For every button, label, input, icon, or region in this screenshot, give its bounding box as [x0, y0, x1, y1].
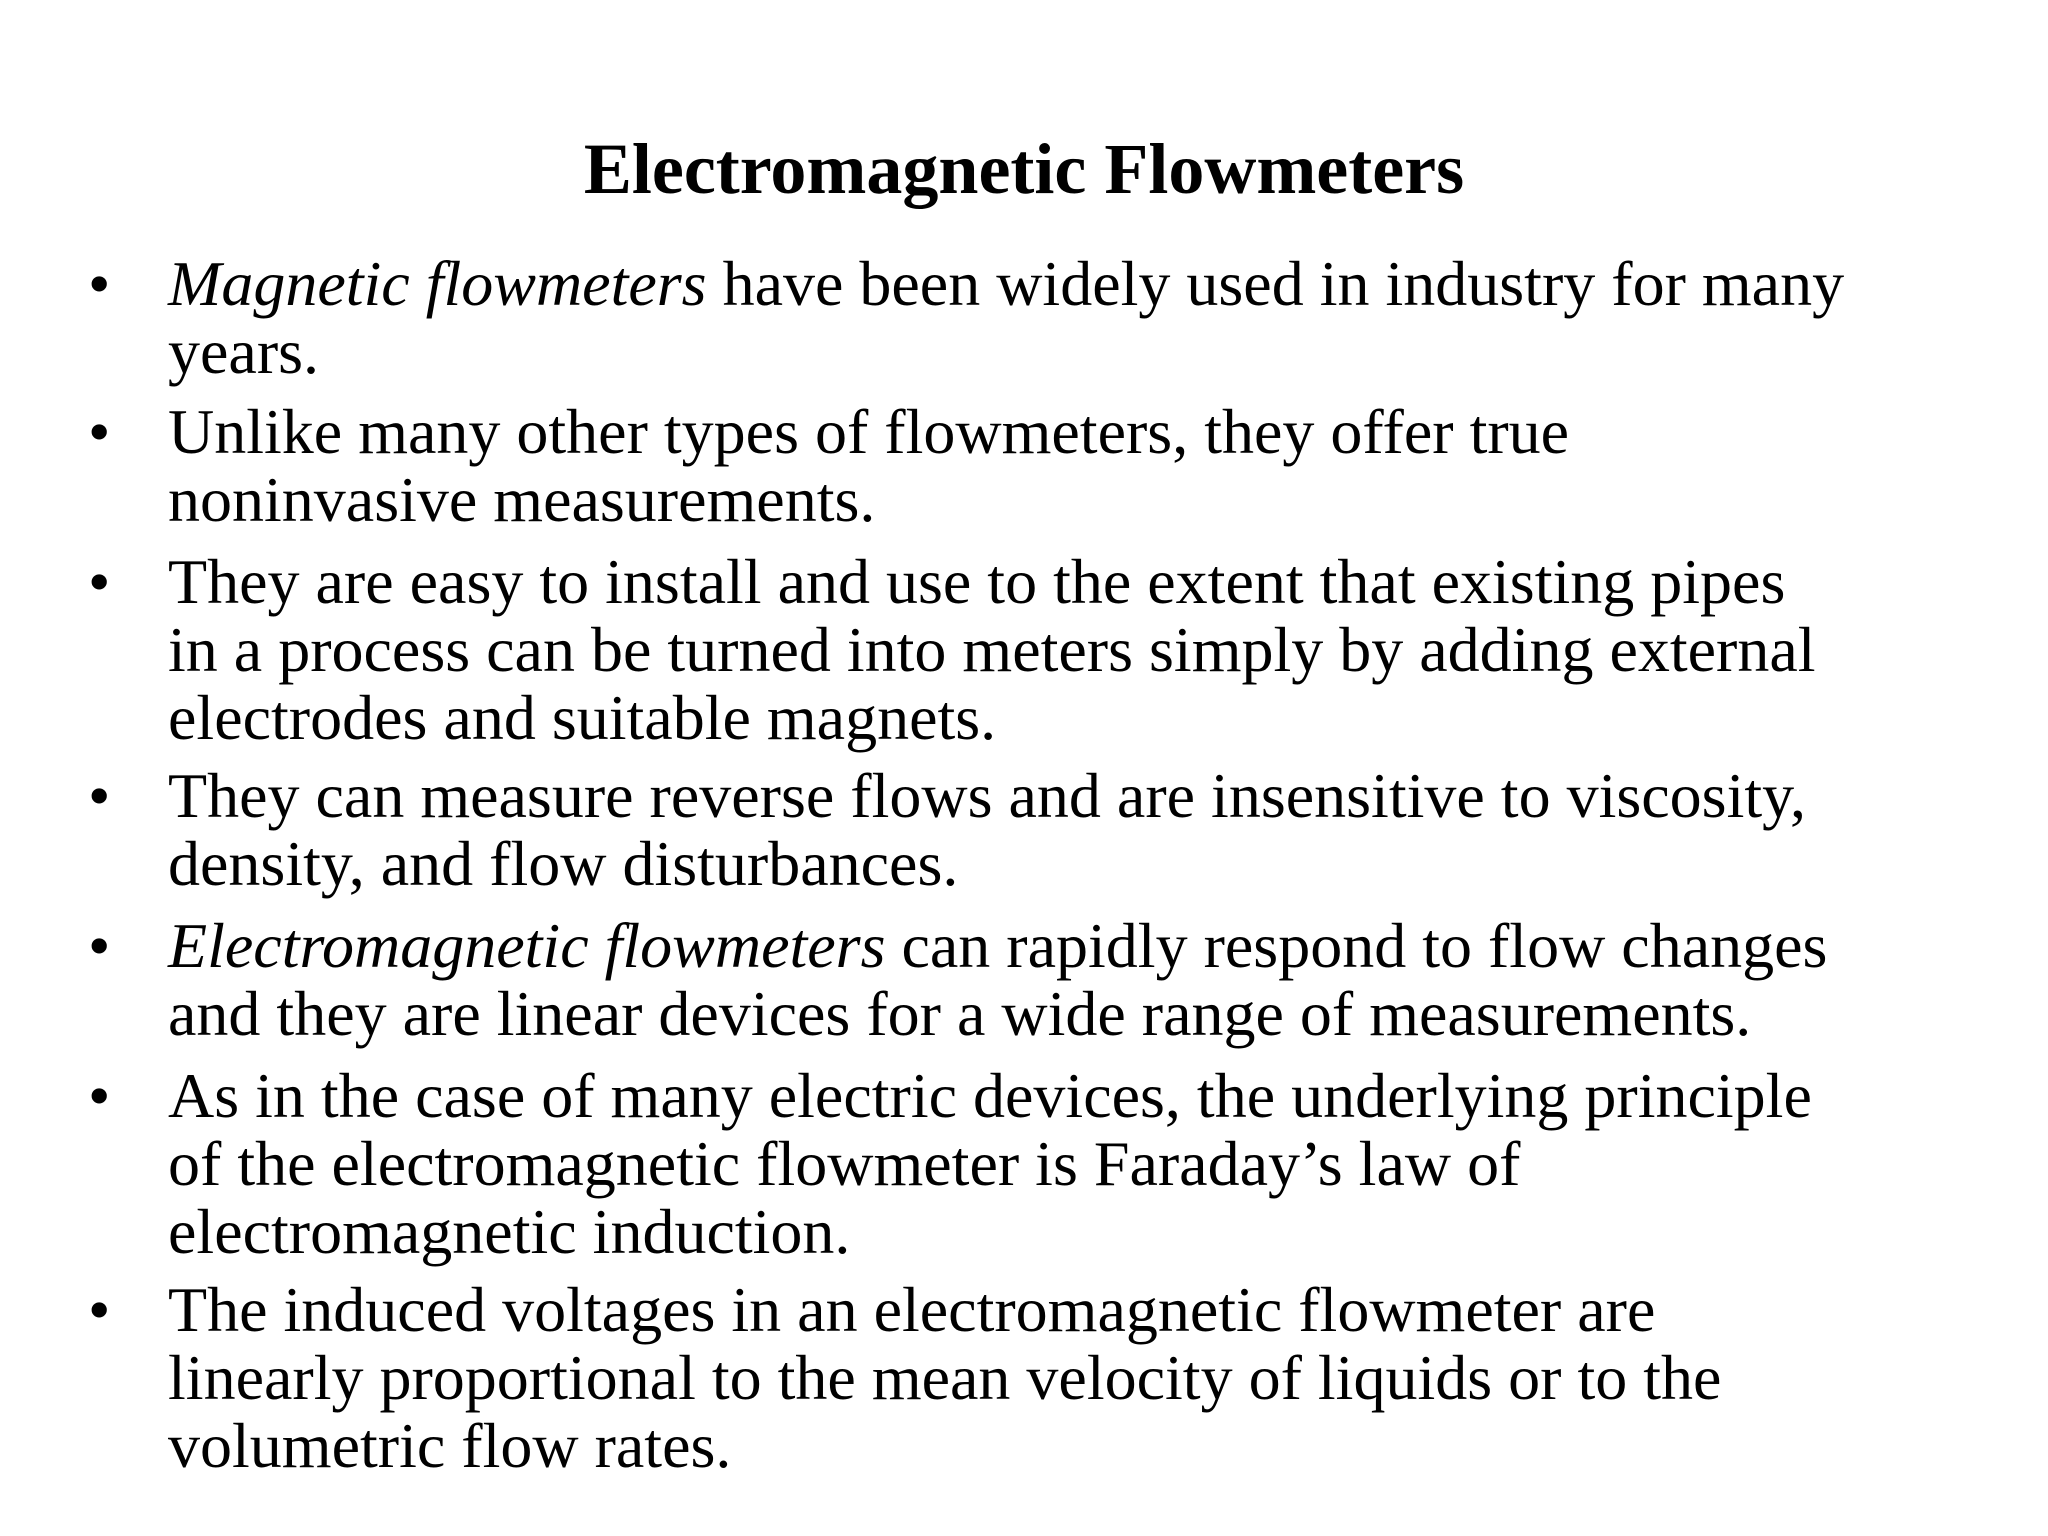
- bullet-line: [168, 1130, 2028, 1198]
- bullet-icon: •: [88, 1274, 111, 1345]
- line-text: The induced voltages in an electromagnetic flowmeter are: [168, 1274, 1656, 1345]
- line-text: can rapidly respond to flow changes: [885, 910, 1828, 981]
- bullet-text: [168, 1276, 2028, 1480]
- line-text: and they are linear devices for a wide range of measurements.: [168, 978, 1752, 1049]
- line-text: electrodes and suitable magnets.: [168, 682, 997, 753]
- bullet-line: [168, 684, 2028, 752]
- bullet-line: [168, 980, 2028, 1048]
- bullet-line: [168, 250, 2028, 318]
- line-text: They are easy to install and use to the extent that existing pipes: [168, 546, 1786, 617]
- line-text: of the electromagnetic flowmeter is Faraday’s law of: [168, 1128, 1521, 1199]
- bullet-text: [168, 1062, 2028, 1266]
- bullet-icon: •: [88, 396, 111, 467]
- emphasis-text: Electromagnetic flowmeters: [168, 910, 886, 981]
- bullet-line: [168, 1344, 2028, 1412]
- line-text: As in the case of many electric devices, the underlying principle: [168, 1060, 1812, 1131]
- bullet-text: [168, 548, 2028, 752]
- bullet-line: [168, 1198, 2028, 1266]
- bullet-line: [168, 762, 2028, 830]
- bullet-icon: •: [88, 760, 111, 831]
- line-text: have been widely used in industry for many: [706, 248, 1845, 319]
- bullet-line: [168, 1412, 2028, 1480]
- bullet-icon: •: [88, 910, 111, 981]
- line-text: Unlike many other types of flowmeters, they offer true: [168, 396, 1570, 467]
- bullet-line: [168, 830, 2028, 898]
- emphasis-text: Magnetic flowmeters: [168, 248, 707, 319]
- line-text: years.: [168, 316, 320, 387]
- bullet-line: [168, 1062, 2028, 1130]
- bullet-text: [168, 912, 2028, 1048]
- bullet-icon: •: [88, 546, 111, 617]
- line-text: They can measure reverse flows and are insensitive to viscosity,: [168, 760, 1806, 831]
- bullet-line: [168, 1276, 2028, 1344]
- line-text: volumetric flow rates.: [168, 1410, 732, 1481]
- bullet-text: [168, 762, 2028, 898]
- line-text: linearly proportional to the mean velocity of liquids or to the: [168, 1342, 1722, 1413]
- bullet-icon: •: [88, 248, 111, 319]
- bullet-line: [168, 466, 2028, 534]
- bullet-icon: •: [88, 1060, 111, 1131]
- bullet-text: [168, 398, 2028, 534]
- line-text: noninvasive measurements.: [168, 464, 876, 535]
- bullet-line: [168, 318, 2028, 386]
- line-text: in a process can be turned into meters simply by adding external: [168, 614, 1816, 685]
- bullet-line: [168, 398, 2028, 466]
- bullet-line: [168, 548, 2028, 616]
- line-text: electromagnetic induction.: [168, 1196, 851, 1267]
- bullet-text: [168, 250, 2028, 386]
- bullet-line: [168, 616, 2028, 684]
- line-text: density, and flow disturbances.: [168, 828, 959, 899]
- bullet-line: [168, 912, 2028, 980]
- slide-title: Electromagnetic Flowmeters: [583, 129, 1465, 209]
